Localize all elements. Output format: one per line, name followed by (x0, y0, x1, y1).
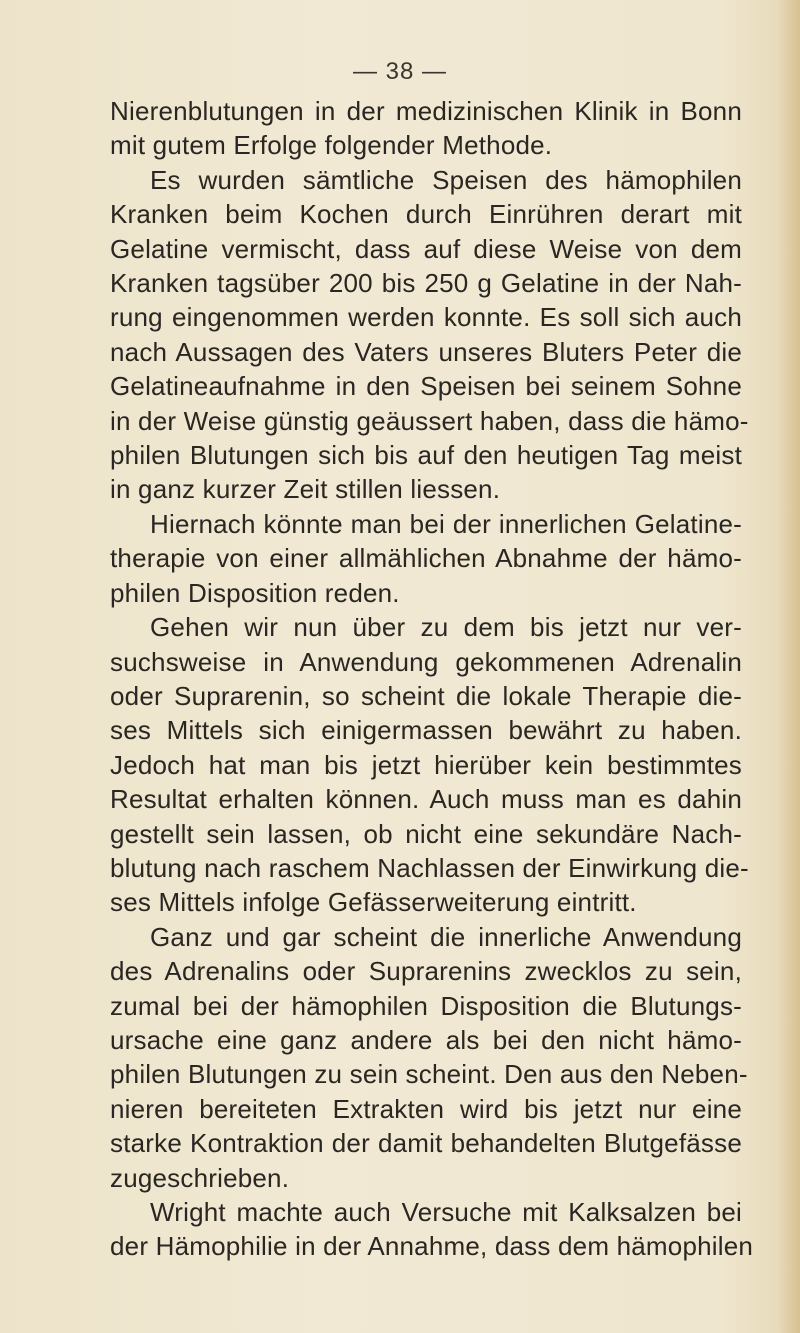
text-line: Jedoch hat man bis jetzt hierüber kein bestimmtes (110, 749, 742, 780)
text-line: zugeschrieben. (110, 1162, 290, 1193)
page-edge-shadow (778, 0, 800, 1333)
text-line: mit gutem Erfolge folgender Methode. (110, 130, 553, 161)
text-line: Gehen wir nun über zu dem bis jetzt nur ver- (150, 612, 742, 643)
text-line: oder Suprarenin, so scheint die lokale Therapie die- (110, 680, 742, 711)
text-line: des Adrenalins oder Suprarenins zwecklos zu sein, (110, 956, 742, 987)
text-line: Es wurden sämtliche Speisen des hämophilen (150, 164, 742, 195)
text-line: zumal bei der hämophilen Disposition die Blutungs- (110, 990, 742, 1021)
text-line: philen Disposition reden. (110, 577, 400, 608)
text-line: philen Blutungen sich bis auf den heutigen Tag meist (110, 440, 742, 471)
text-line: rung eingenommen werden konnte. Es soll sich auch (110, 302, 742, 333)
text-line: nieren bereiteten Extrakten wird bis jetzt nur eine (110, 1093, 742, 1124)
text-line: Kranken tagsüber 200 bis 250 g Gelatine in der Nah- (110, 268, 742, 299)
text-line: ses Mittels infolge Gefässerweiterung eintritt. (110, 887, 637, 918)
text-line: philen Blutungen zu sein scheint. Den aus den Neben- (110, 1059, 748, 1090)
text-line: der Hämophilie in der Annahme, dass dem hämophilen (110, 1231, 754, 1262)
text-line: blutung nach raschem Nachlassen der Einwirkung die- (110, 852, 749, 883)
text-line: starke Kontraktion der damit behandelten Blutgefässe (110, 1128, 742, 1159)
page-number: — 38 — (352, 58, 448, 85)
text-line: ses Mittels sich einigermassen bewährt zu haben. (110, 715, 742, 746)
text-line: Wright machte auch Versuche mit Kalksalzen bei (150, 1197, 742, 1227)
text-line: in der Weise günstig geäussert haben, dass die hämo- (110, 405, 749, 436)
text-line: Ganz und gar scheint die innerliche Anwendung (150, 921, 742, 952)
text-line: Kranken beim Kochen durch Einrühren derart mit (110, 199, 742, 230)
text-line: therapie von einer allmählichen Abnahme der hämo- (110, 543, 742, 574)
text-line: ursache eine ganz andere als bei den nicht hämo- (110, 1024, 742, 1055)
text-line: Hiernach könnte man bei der innerlichen Gelatine- (150, 508, 742, 539)
text-line: Resultat erhalten können. Auch muss man es dahin (110, 784, 742, 815)
text-line: gestellt sein lassen, ob nicht eine sekundäre Nach- (110, 818, 742, 849)
text-line: Gelatineaufnahme in den Speisen bei seinem Sohne (110, 371, 742, 402)
body-text (110, 94, 754, 1264)
text-line: Gelatine vermischt, dass auf diese Weise von dem (110, 233, 742, 264)
text-line: Nierenblutungen in der medizinischen Klinik in Bonn (110, 96, 742, 126)
text-line: nach Aussagen des Vaters unseres Bluters Peter die (110, 336, 742, 367)
text-line: suchsweise in Anwendung gekommenen Adrenalin (110, 646, 742, 677)
text-line: in ganz kurzer Zeit stillen liessen. (110, 474, 501, 505)
